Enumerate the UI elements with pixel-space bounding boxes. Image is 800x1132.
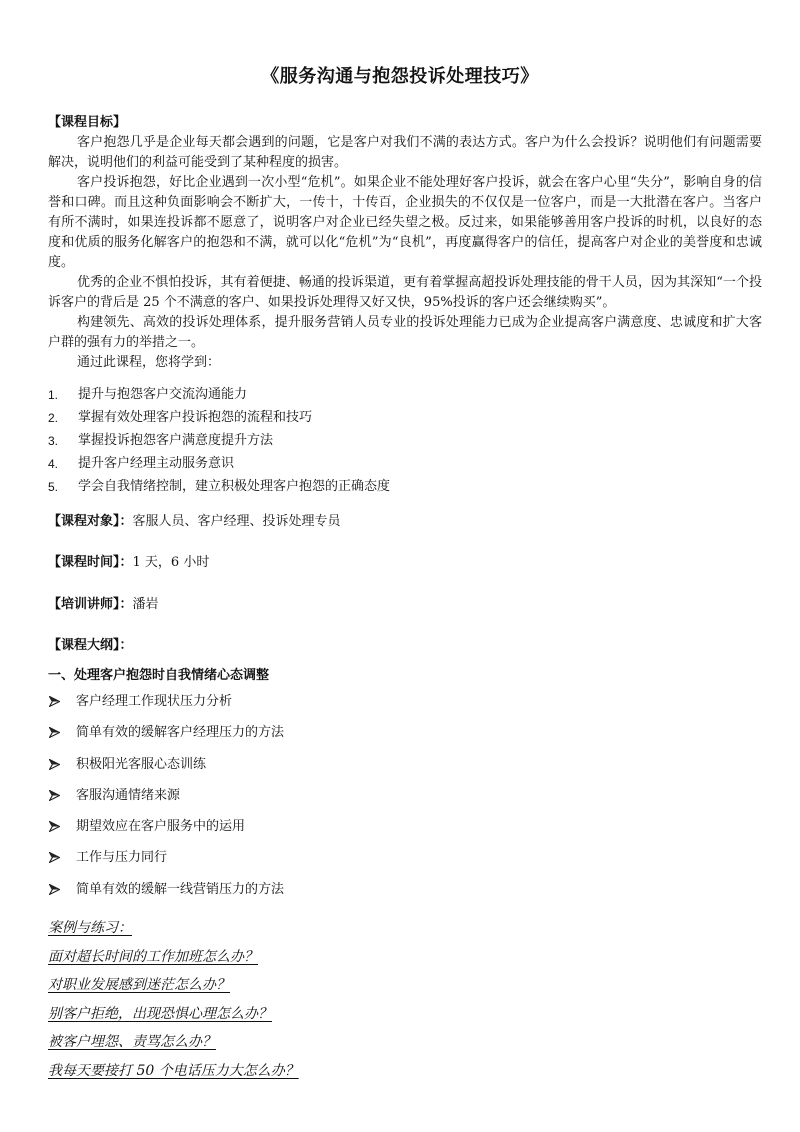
list-item: [48, 408, 762, 431]
audience-line: [48, 512, 341, 532]
case-item: 被客户埋怨、责骂怎么办？: [48, 1034, 216, 1051]
list-item: [48, 385, 762, 408]
list-item-text: 期望效应在客户服务中的运用: [76, 819, 246, 835]
list-item: [48, 755, 284, 786]
list-item: [48, 880, 284, 911]
list-item: [48, 975, 299, 1004]
case-item: 别客户拒绝，出现恐惧心理怎么办？: [48, 1005, 272, 1022]
case-item: 对职业发展感到迷茫怎么办？: [48, 977, 230, 994]
objectives-paragraph: 通过此课程，您将学到：: [77, 355, 221, 370]
case-heading: 案例与练习：: [48, 920, 132, 936]
list-item-text: 掌握有效处理客户投诉抱怨的流程和技巧: [78, 410, 313, 425]
list-item: [48, 1061, 299, 1090]
list-item-text: 工作与压力同行: [76, 850, 168, 866]
trainer-label: 【培训讲师】：: [48, 597, 133, 612]
list-item: [48, 848, 284, 879]
list-item: [48, 1004, 299, 1033]
case-item: 面对超长时间的工作加班怎么办？: [48, 948, 258, 965]
objectives-paragraph: 构建领先、高效的投诉处理体系，提升服务营销人员专业的投诉处理能力已成为企业提高客户满意度、忠诚度和扩大客户群的强有力的举措之一。: [48, 315, 762, 350]
section-title: 一、处理客户抱怨时自我情绪心态调整: [48, 668, 270, 683]
list-item-text: 积极阳光客服心态训练: [76, 756, 207, 772]
list-item: [48, 786, 284, 817]
arrow-bullet-icon: [49, 790, 60, 801]
case-list: [48, 918, 299, 1090]
list-number: 3.: [48, 434, 59, 448]
list-item: [48, 477, 762, 500]
objectives-paragraph: 客户抱怨几乎是企业每天都会遇到的问题，它是客户对我们不满的表达方式。客户为什么会投诉？说明他们有问题需要解决，说明他们的利益可能受到了某种程度的损害。: [48, 135, 762, 170]
arrow-bullet-icon: [49, 759, 60, 770]
list-item: [48, 431, 762, 454]
outline-heading-line: [48, 636, 133, 656]
arrow-bullet-icon: [49, 821, 60, 832]
objectives-heading: 【课程目标】: [48, 115, 127, 130]
list-item: [48, 1032, 299, 1061]
objectives-paragraph: 客户投诉抱怨，好比企业遇到一次小型“危机”。如果企业不能处理好客户投诉，就会在客户心里“失分”，影响自身的信誉和口碑。而且这种负面影响会不断扩大，一传十，十传百，企业损失的不仅仅是一位客户，而是一大批潜在客户。当客户有所不满时，如果连投诉都不愿意了，说明客户对企业已经失望之极。反过来，如果能够善用客户投诉的时机，以良好的态度和优质的服务化解客户的抱怨和不满，就可以化“危机”为“良机”，再度赢得客户的信任，提高客户对企业的美誉度和忠诚度。: [48, 175, 762, 270]
list-item: [48, 723, 284, 754]
objectives-paragraph: 优秀的企业不惧怕投诉，其有着便捷、畅通的投诉渠道，更有着掌握高超投诉处理技能的骨干人员，因为其深知“一个投诉客户的背后是 25 个不满意的客户、如果投诉处理得又好又快，95%投诉的客户还会继续购买”。: [48, 275, 762, 310]
duration-line: [48, 553, 209, 573]
page-title: 《服务沟通与抱怨投诉处理技巧》: [261, 66, 539, 87]
list-number: 4.: [48, 457, 59, 471]
list-item-text: 提升与抱怨客户交流沟通能力: [78, 387, 248, 402]
trainer-value: 潘岩: [132, 597, 159, 612]
arrow-bullet-icon: [49, 852, 60, 863]
learn-list: [48, 385, 762, 500]
list-item: [48, 692, 284, 723]
list-item-text: 客户经理工作现状压力分析: [76, 694, 233, 709]
bullet-list: [48, 692, 284, 911]
arrow-bullet-icon: [49, 727, 60, 738]
list-item-text: 简单有效的缓解一线营销压力的方法: [76, 881, 285, 897]
list-item: [48, 947, 299, 976]
objectives-section: [48, 113, 762, 373]
list-item: [48, 817, 284, 848]
list-item-text: 提升客户经理主动服务意识: [78, 456, 235, 471]
list-number: 2.: [48, 411, 59, 425]
list-item: [48, 454, 762, 477]
list-item-text: 简单有效的缓解客户经理压力的方法: [76, 725, 285, 741]
trainer-line: [48, 595, 159, 615]
case-item: 我每天要接打 50 个电话压力大怎么办？: [48, 1062, 299, 1079]
outline-heading: 【课程大纲】：: [48, 638, 133, 653]
arrow-bullet-icon: [49, 884, 60, 895]
list-item-text: 掌握投诉抱怨客户满意度提升方法: [78, 433, 274, 448]
list-item-text: 学会自我情绪控制，建立积极处理客户抱怨的正确态度: [78, 479, 391, 494]
duration-value: 1 天，6 小时: [132, 555, 210, 570]
list-number: 1.: [48, 388, 59, 402]
list-item: [48, 918, 299, 947]
list-number: 5.: [48, 480, 59, 494]
duration-label: 【课程时间】：: [48, 555, 133, 570]
audience-value: 客服人员、客户经理、投诉处理专员: [132, 514, 341, 529]
arrow-bullet-icon: [49, 696, 60, 707]
list-item-text: 客服沟通情绪来源: [76, 787, 181, 803]
audience-label: 【课程对象】：: [48, 514, 133, 529]
